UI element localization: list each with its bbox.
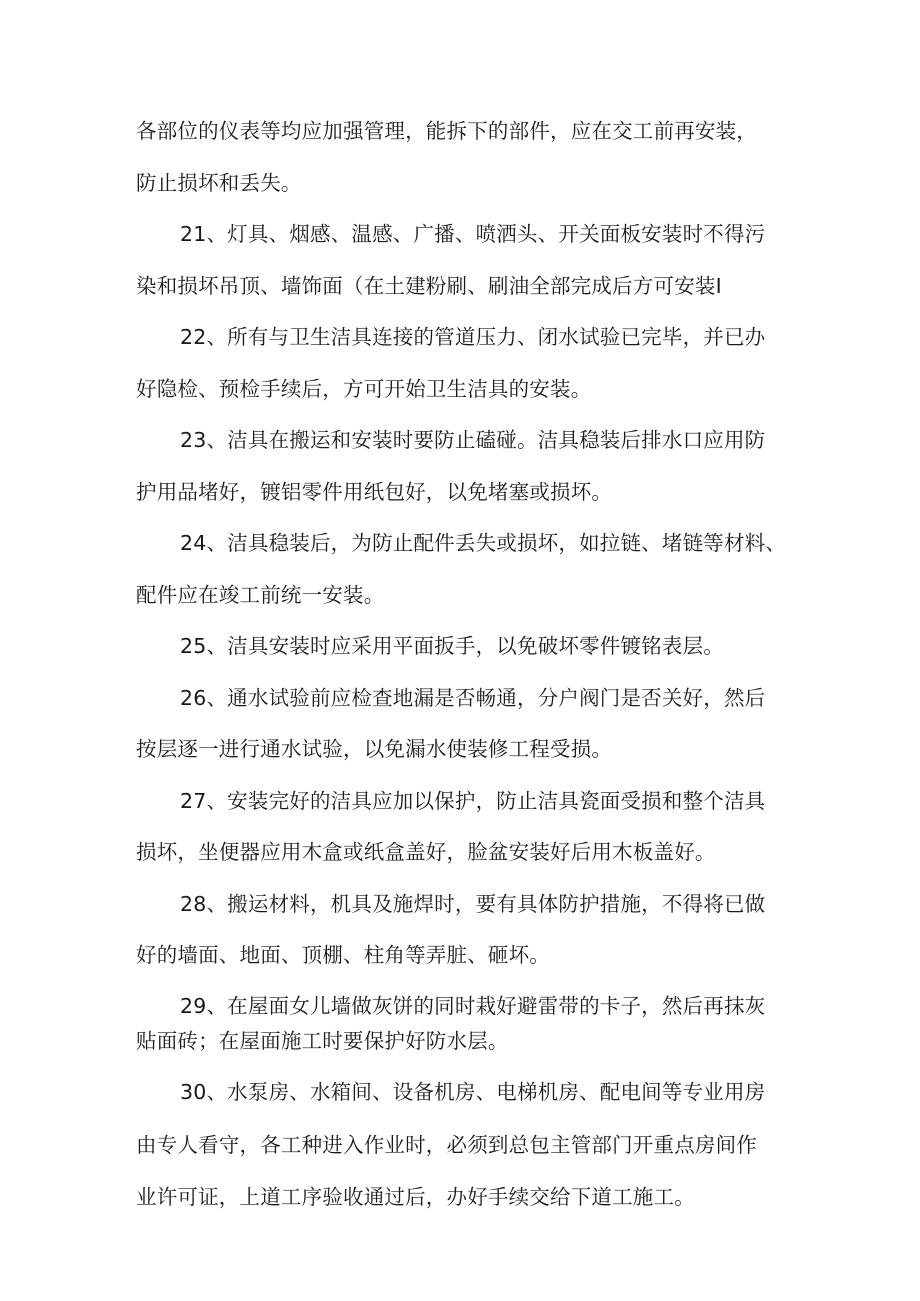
paragraph-21-line-1: 21、灯具、烟感、温感、广播、喷洒头、开关面板安装时不得污 [180,222,766,246]
paragraph-23-line-1: 23、洁具在搬运和安装时要防止磕碰。洁具稳装后排水口应用防 [180,428,766,452]
paragraph-22-line-1: 22、所有与卫生洁具连接的管道压力、闭水试验已完毕，并已办 [180,325,766,349]
text-line: 防止损坏和丢失。 [136,171,302,195]
paragraph-26-line-1: 26、通水试验前应检查地漏是否畅通，分户阀门是否关好，然后 [180,686,766,710]
paragraph-22-line-2: 好隐检、预检手续后，方可开始卫生洁具的安装。 [136,377,592,401]
paragraph-24-line-1: 24、洁具稳装后，为防止配件丢失或损坏，如拉链、堵链等材料、 [180,531,787,555]
paragraph-26-line-2: 按层逐一进行通水试验，以免漏水使装修工程受损。 [136,737,613,761]
text-line: 各部位的仪表等均应加强管理，能拆下的部件，应在交工前再安装， [136,119,757,143]
paragraph-27-line-1: 27、安装完好的洁具应加以保护，防止洁具瓷面受损和整个洁具 [180,789,766,813]
paragraph-28-line-2: 好的墙面、地面、顶棚、柱角等弄脏、砸坏。 [136,943,550,967]
paragraph-24-line-2: 配件应在竣工前统一安装。 [136,583,385,607]
paragraph-30-line-3: 业许可证，上道工序验收通过后，办好手续交给下道工施工。 [136,1185,695,1209]
paragraph-21-line-2: 染和损坏吊顶、墙饰面（在土建粉刷、刷油全部完成后方可安装I [136,274,722,298]
paragraph-27-line-2: 损坏，坐便器应用木盒或纸盒盖好，脸盆安装好后用木板盖好。 [136,840,716,864]
paragraph-23-line-2: 护用品堵好，镀铝零件用纸包好，以免堵塞或损坏。 [136,480,613,504]
paragraph-30-line-2: 由专人看守，各工种进入作业时，必须到总包主管部门开重点房间作 [136,1133,757,1157]
paragraph-29-line-1: 29、在屋面女儿墙做灰饼的同时栽好避雷带的卡子，然后再抹灰 [180,994,766,1018]
paragraph-28-line-1: 28、搬运材料，机具及施焊时，要有具体防护措施，不得将已做 [180,892,766,916]
paragraph-30-line-1: 30、水泵房、水箱间、设备机房、电梯机房、配电间等专业用房 [180,1080,766,1104]
paragraph-29-line-2: 贴面砖；在屋面施工时要保护好防水层。 [136,1029,509,1053]
paragraph-25-line-1: 25、洁具安装时应采用平面扳手，以免破坏零件镀铭表层。 [180,634,724,658]
